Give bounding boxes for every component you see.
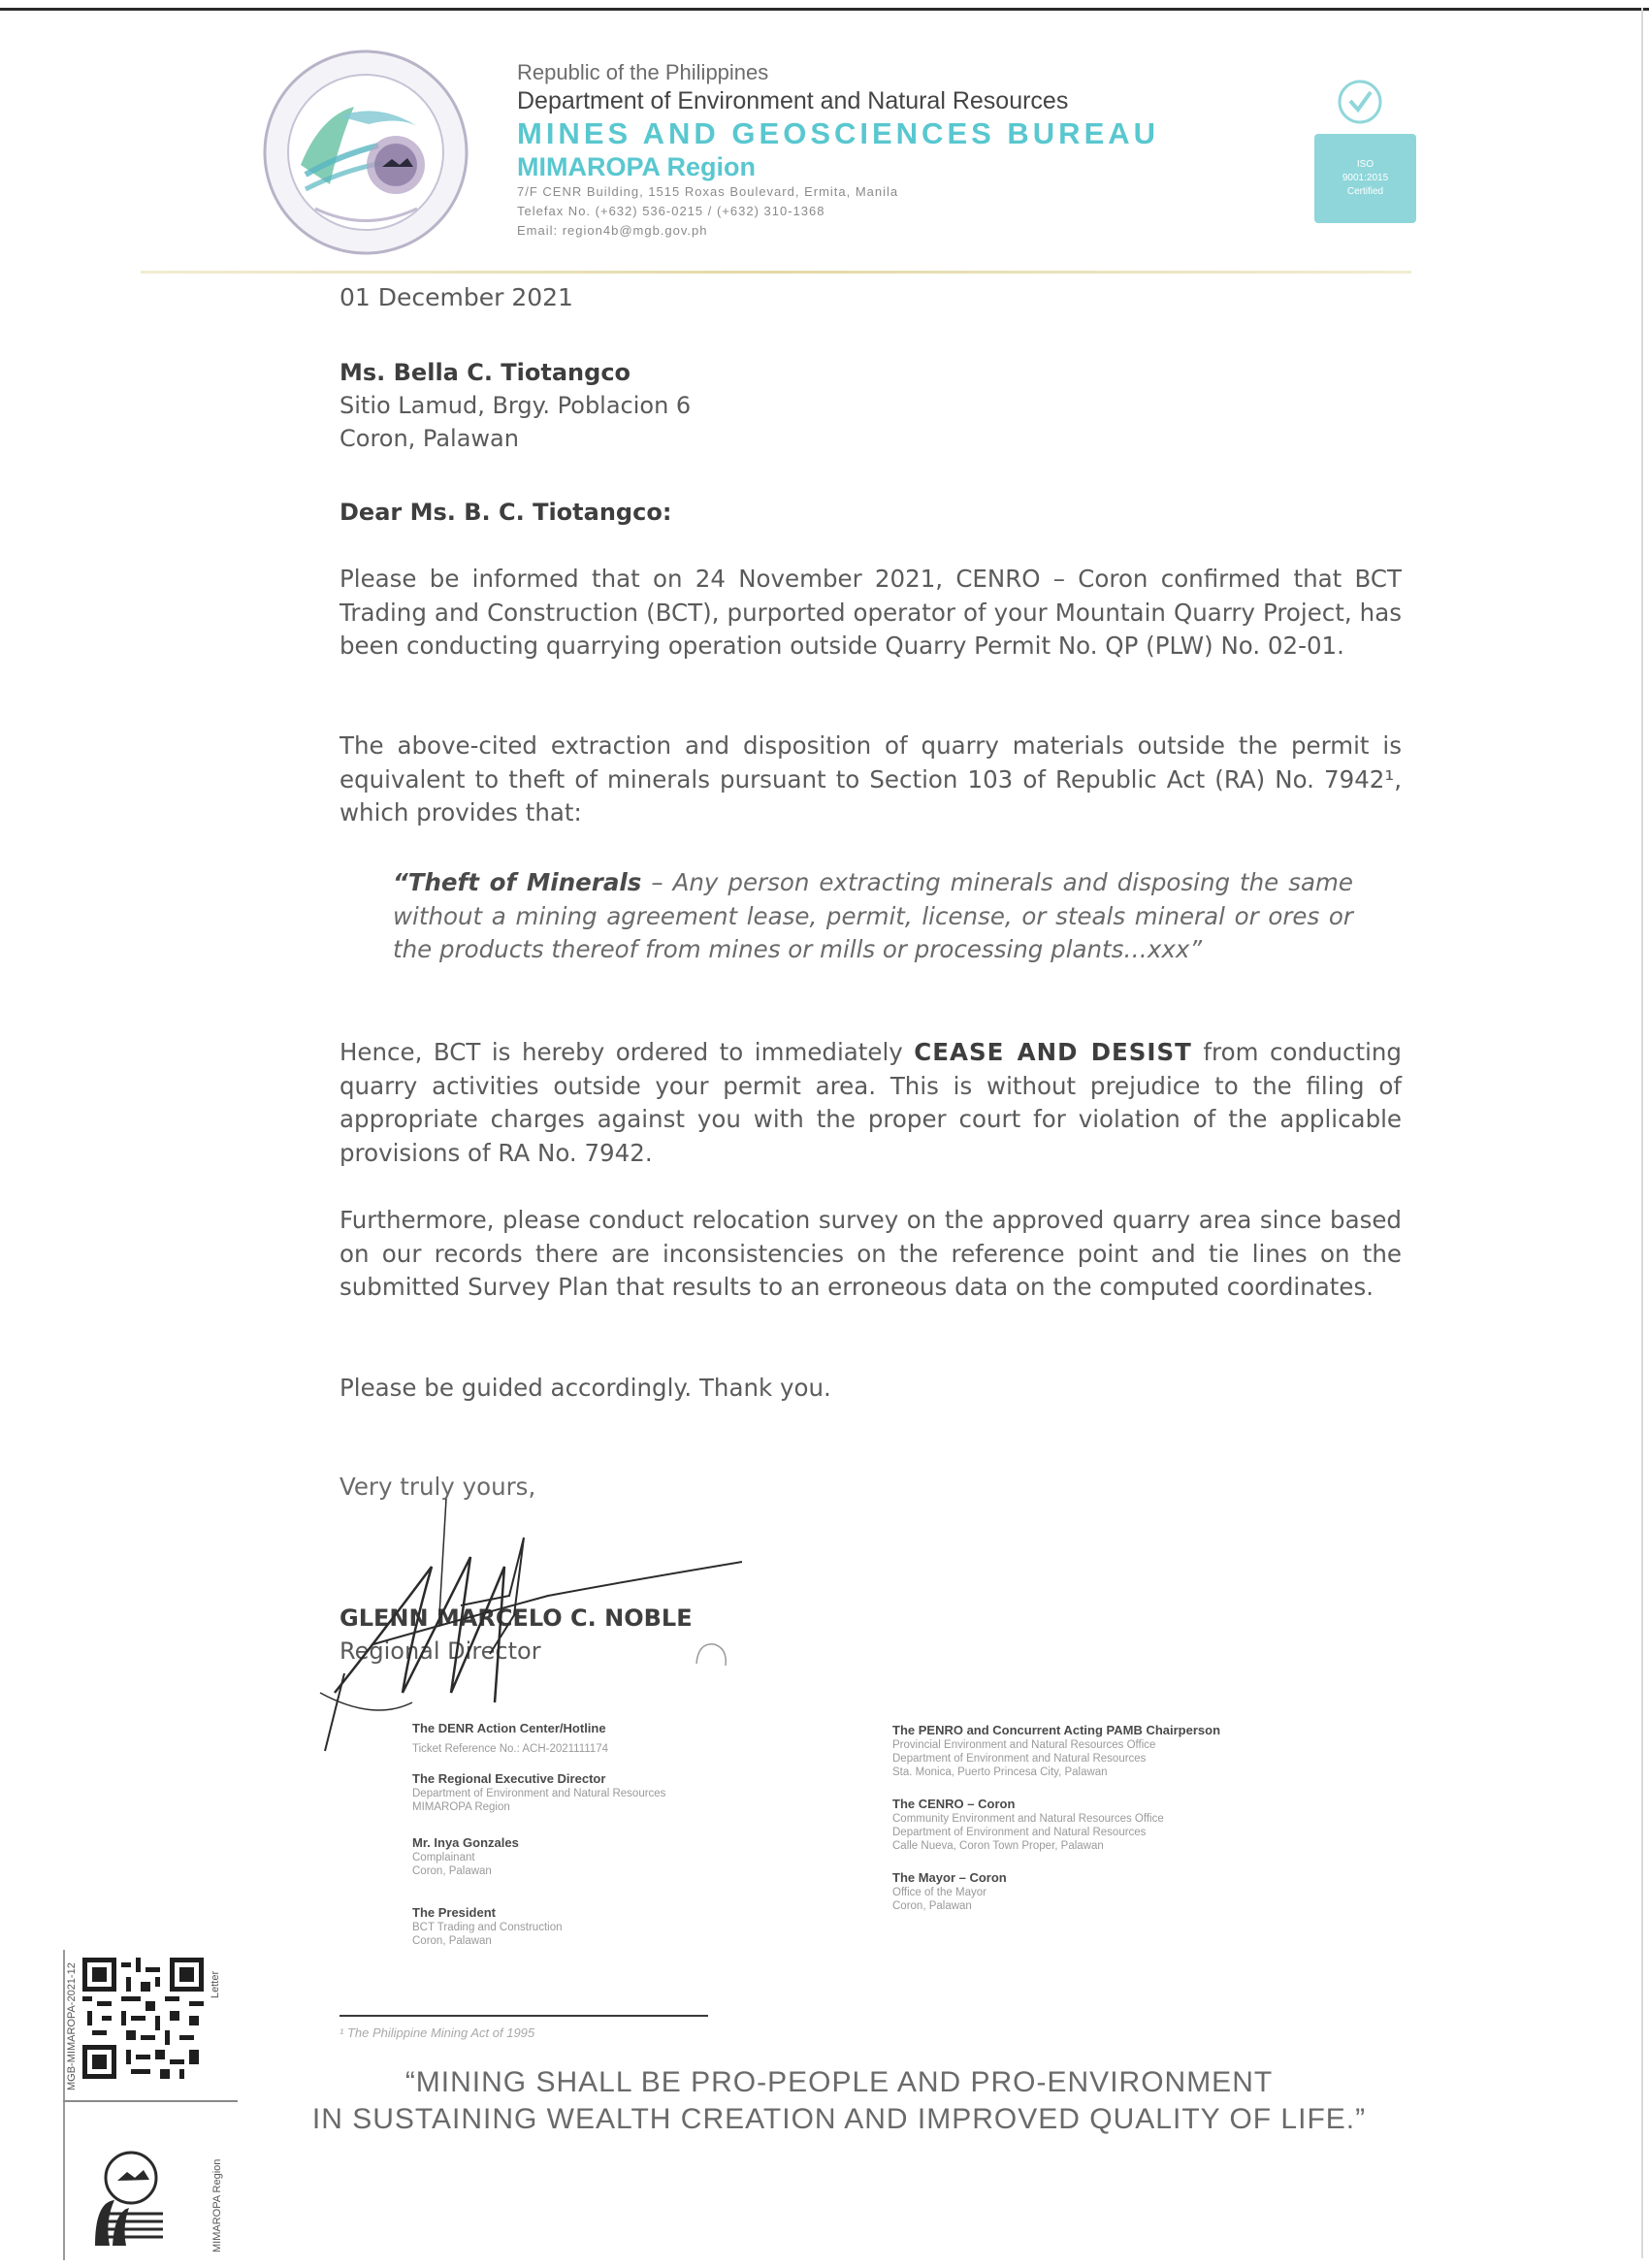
- letterhead-email: Email: region4b@mgb.gov.ph: [517, 223, 708, 238]
- cc-line: MIMAROPA Region: [412, 1801, 510, 1813]
- cc-line: Complainant: [412, 1852, 475, 1863]
- cc-entry: [412, 1835, 820, 1878]
- cc-line: Community Environment and Natural Resources Office: [892, 1813, 1164, 1825]
- letterhead-republic: Republic of the Philippines: [517, 60, 769, 84]
- letterhead-address: 7/F CENR Building, 1515 Roxas Boulevard, Ermita, Manila: [517, 184, 899, 199]
- quote-text: – Any person extracting minerals and disposing the same without a mining agreement lease, permit, license, or steals mineral or ores or the products thereof from mines or mills or processing plants…xxx”: [393, 868, 1353, 963]
- cc-line: Provincial Environment and Natural Resources Office: [892, 1739, 1156, 1751]
- iso-box: [1314, 134, 1416, 223]
- legal-quote: [393, 866, 1353, 967]
- cc-right-block: [892, 1723, 1319, 1913]
- top-border-line: [0, 8, 1649, 11]
- letterhead-telefax: Telefax No. (+632) 536-0215 / (+632) 310-1368: [517, 204, 825, 218]
- cc-head: The CENRO – Coron: [892, 1797, 1016, 1811]
- mgb-seal-logo: [262, 49, 470, 257]
- cc-line: Coron, Palawan: [892, 1900, 972, 1912]
- certification-check-icon: [1336, 78, 1384, 126]
- addressee-name: Ms. Bella C. Tiotangco: [340, 359, 631, 386]
- cc-entry: [412, 1721, 820, 1756]
- motto-line-1: “MINING SHALL BE PRO-PEOPLE AND PRO-ENVIRONMENT: [404, 2066, 1274, 2098]
- letterhead-department: Department of Environment and Natural Resources: [517, 87, 1069, 114]
- addressee-address-line1: Sitio Lamud, Brgy. Poblacion 6: [340, 392, 692, 419]
- cc-entry: [892, 1723, 1319, 1779]
- cc-head: The PENRO and Concurrent Acting PAMB Chairperson: [892, 1723, 1221, 1737]
- cc-head: The Mayor – Coron: [892, 1870, 1007, 1885]
- stamp-vertical-rule: [63, 1950, 65, 2260]
- paragraph-5: Please be guided accordingly. Thank you.: [340, 1374, 831, 1402]
- motto-line-2: IN SUSTAINING WEALTH CREATION AND IMPROVED QUALITY OF LIFE.”: [311, 2103, 1367, 2135]
- cc-entry: [412, 1905, 820, 1948]
- iso-certification-badge: [1314, 78, 1421, 233]
- letterhead-region: MIMAROPA Region: [517, 152, 756, 181]
- stamp-side-label: Letter: [210, 1970, 221, 1998]
- mgb-stamp-logo: [85, 2144, 178, 2251]
- cc-entry: [412, 1771, 820, 1814]
- cc-line: Calle Nueva, Coron Town Proper, Palawan: [892, 1840, 1104, 1852]
- cc-line: Department of Environment and Natural Resources: [892, 1827, 1147, 1838]
- cc-line: Ticket Reference No.: ACH-2021111174: [412, 1743, 608, 1755]
- letterhead-divider: [141, 271, 1411, 274]
- order-text-start: Hence, BCT is hereby ordered to immediately: [340, 1038, 915, 1066]
- paragraph-1: Please be informed that on 24 November 2021, CENRO – Coron confirmed that BCT Trading and Construction (BCT), purported operator of your Mountain Quarry Project, has been conducting quarrying operation outside Quarry Permit No. QP (PLW) No. 02-01.: [340, 565, 1402, 660]
- quote-term: “Theft of Minerals: [393, 868, 642, 896]
- cc-entry: [892, 1870, 1319, 1913]
- stamp-horizontal-rule: [63, 2100, 238, 2102]
- cc-line: Coron, Palawan: [412, 1865, 492, 1877]
- letter-date: 01 December 2021: [340, 283, 573, 311]
- signatory-name: GLENN MARCELO C. NOBLE: [340, 1604, 693, 1632]
- cc-head: The DENR Action Center/Hotline: [412, 1721, 606, 1735]
- cc-line: Office of the Mayor: [892, 1887, 986, 1898]
- cc-head: Mr. Inya Gonzales: [412, 1835, 519, 1850]
- stamp-bottom-label: MIMAROPA Region: [211, 2158, 223, 2252]
- signatory-title: Regional Director: [340, 1637, 541, 1665]
- cc-entry: [892, 1797, 1319, 1853]
- complimentary-closing: Very truly yours,: [340, 1473, 536, 1501]
- salutation: Dear Ms. B. C. Tiotangco:: [340, 499, 672, 526]
- stamp-control-number: MGB-MIMAROPA-2021-12: [66, 1962, 78, 2090]
- letterhead-bureau: MINES AND GEOSCIENCES BUREAU: [517, 116, 1160, 150]
- cc-head: The President: [412, 1905, 496, 1920]
- footnote: ¹ The Philippine Mining Act of 1995: [340, 2025, 535, 2040]
- qr-code: [82, 1958, 204, 2079]
- iso-label: ISO: [1356, 159, 1374, 170]
- order-text-end: from conducting quarry activities outside your permit area. This is without prejudice to the filing of appropriate charges against you with the proper court for violation of the applicable provisions of RA No. 7942.: [340, 1038, 1402, 1167]
- cc-line: Sta. Monica, Puerto Princesa City, Palawan: [892, 1766, 1108, 1778]
- paragraph-4: Furthermore, please conduct relocation survey on the approved quarry area since based on our records there are inconsistencies on the reference point and tie lines on the submitted Survey Plan that results to an erroneous data on the computed coordinates.: [340, 1206, 1402, 1301]
- letterhead-text-block: [517, 60, 1215, 241]
- iso-standard: 9001:2015: [1342, 173, 1389, 183]
- paragraph-2: The above-cited extraction and disposition of quarry materials outside the permit is equivalent to theft of minerals pursuant to Section 103 of Republic Act (RA) No. 7942¹, which provides that:: [340, 731, 1402, 826]
- cc-line: Department of Environment and Natural Resources: [412, 1788, 666, 1799]
- cc-line: BCT Trading and Construction: [412, 1922, 563, 1933]
- footnote-divider: [340, 2015, 708, 2017]
- iso-certified: Certified: [1346, 186, 1384, 197]
- cc-head: The Regional Executive Director: [412, 1771, 606, 1786]
- addressee-address-line2: Coron, Palawan: [340, 425, 519, 452]
- small-seal-mark: [691, 1635, 731, 1675]
- cc-left-block: [412, 1721, 820, 1948]
- cc-line: Coron, Palawan: [412, 1935, 492, 1947]
- right-border-line: [1641, 8, 1643, 2258]
- paragraph-3-order: [340, 1036, 1402, 1170]
- cease-and-desist: CEASE AND DESIST: [914, 1038, 1192, 1066]
- cc-line: Department of Environment and Natural Resources: [892, 1753, 1147, 1765]
